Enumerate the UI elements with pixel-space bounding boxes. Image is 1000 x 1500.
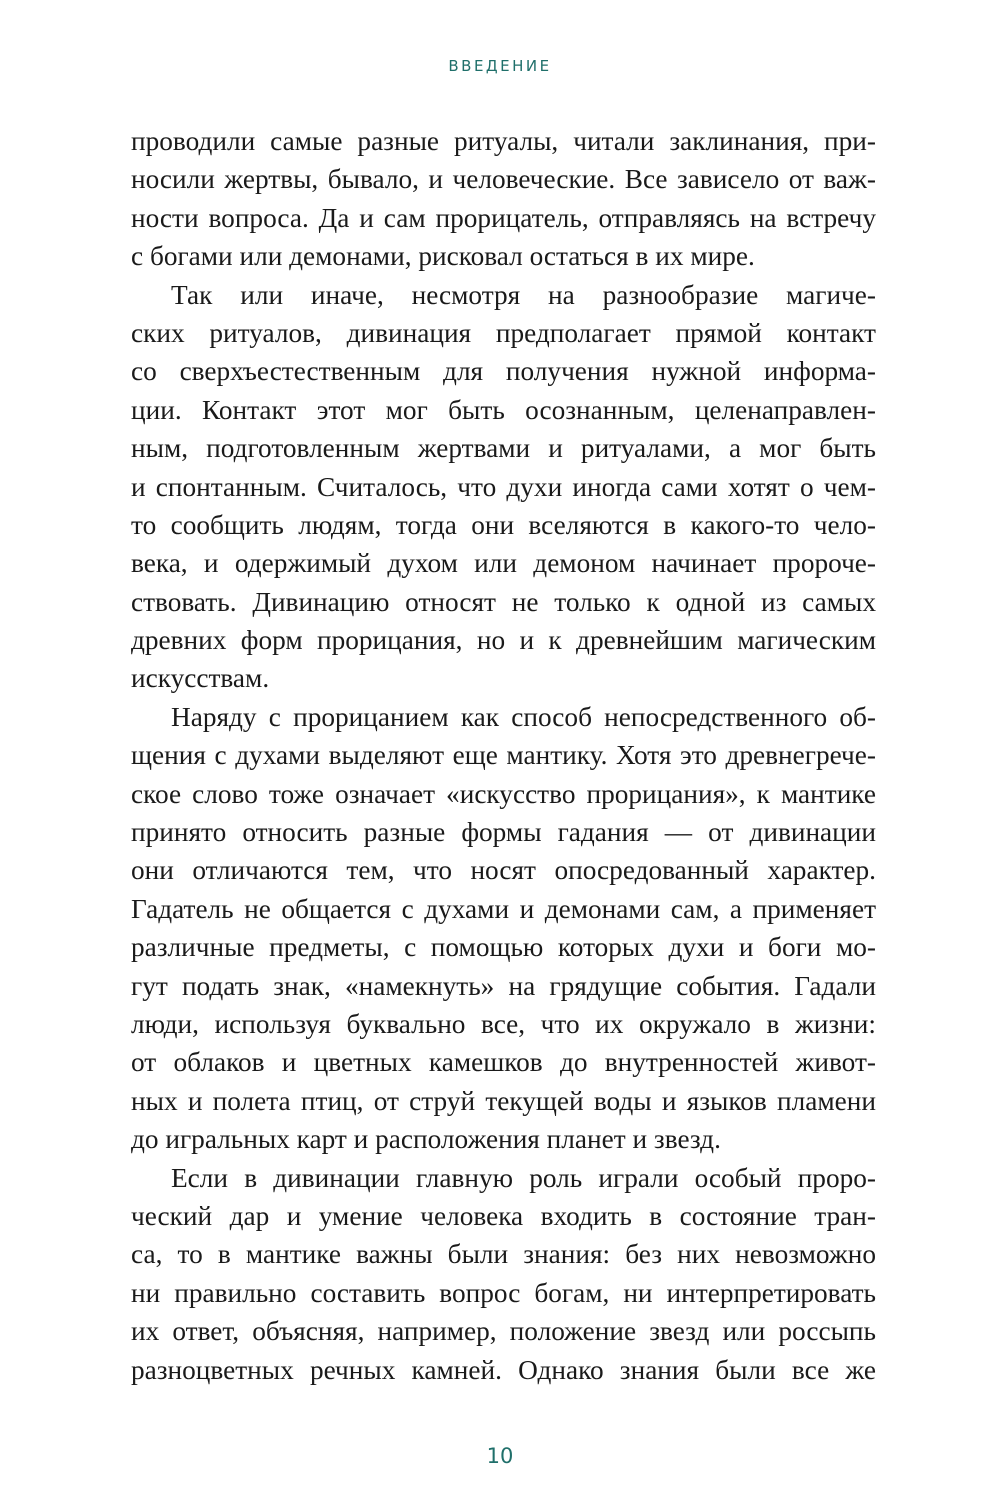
text-line: с богами или демонами, рисковал остаться в их мире. [131,241,755,272]
text-line: принято относить разные формы гадания — от дивинации [131,817,876,848]
text-line: искусствам. [131,663,270,694]
text-line: Гадатель не общается с духами и демонами сам, а применяет [131,893,876,924]
text-line: ных и полета птиц, от струй текущей воды и языков пламени [131,1085,876,1116]
text-line: ции. Контакт этот мог быть осознанным, целенаправлен- [131,394,876,425]
text-line: они отличаются тем, что носят опосредованный характер. [131,855,876,886]
text-line: люди, используя буквально все, что их окружало в жизни: [131,1008,876,1039]
text-line: са, то в мантике важны были знания: без них невозможно [131,1239,876,1270]
text-line: ских ритуалов, дивинация предполагает прямой контакт [131,317,876,348]
text-line: гут подать знак, «намекнуть» на грядущие события. Гадали [131,970,876,1001]
text-line: ческий дар и умение человека входить в состояние тран- [131,1200,876,1231]
text-line: со сверхъестественным для получения нужной информа- [131,356,876,387]
text-line: ствовать. Дивинацию относят не только к одной из самых [131,586,876,617]
text-line: до игральных карт и расположения планет и звезд. [131,1124,721,1155]
text-line: Если в дивинации главную роль играли особый проро- [171,1162,876,1193]
text-line: древних форм прорицания, но и к древнейшим магическим [131,625,876,656]
text-line: Так или иначе, несмотря на разнообразие магиче- [171,279,876,310]
text-line: щения с духами выделяют еще мантику. Хотя это древнегрече- [131,740,876,771]
text-line: ни правильно составить вопрос богам, ни интерпретировать [131,1277,876,1308]
text-line: Наряду с прорицанием как способ непосредственного об- [171,701,876,732]
text-line: ское слово тоже означает «искусство прорицания», к мантике [131,778,876,809]
body-text [131,122,876,1389]
paragraph [131,276,876,698]
text-line: носили жертвы, бывало, и человеческие. Все зависело от важ- [131,164,876,195]
running-head: ВВЕДЕНИЕ [448,57,552,75]
paragraph [131,1159,876,1389]
text-line: то сообщить людям, тогда они вселяются в какого-то чело- [131,509,876,540]
page-number: 10 [486,1444,514,1468]
text-line: от облаков и цветных камешков до внутренностей живот- [131,1047,876,1078]
text-line: ным, подготовленным жертвами и ритуалами, а мог быть [131,433,876,464]
text-line: проводили самые разные ритуалы, читали заклинания, при- [131,126,876,156]
text-line: различные предметы, с помощью которых духи и боги мо- [131,932,876,963]
text-line: их ответ, объясняя, например, положение звезд или россыпь [131,1316,876,1347]
text-line: и спонтанным. Считалось, что духи иногда сами хотят о чем- [131,471,876,502]
paragraph [131,698,876,1159]
text-line: ности вопроса. Да и сам прорицатель, отправляясь на встречу [131,202,876,233]
text-line: разноцветных речных камней. Однако знания были все же [131,1354,876,1385]
text-line: века, и одержимый духом или демоном начинает пророче- [131,548,876,579]
paragraph [131,122,876,276]
